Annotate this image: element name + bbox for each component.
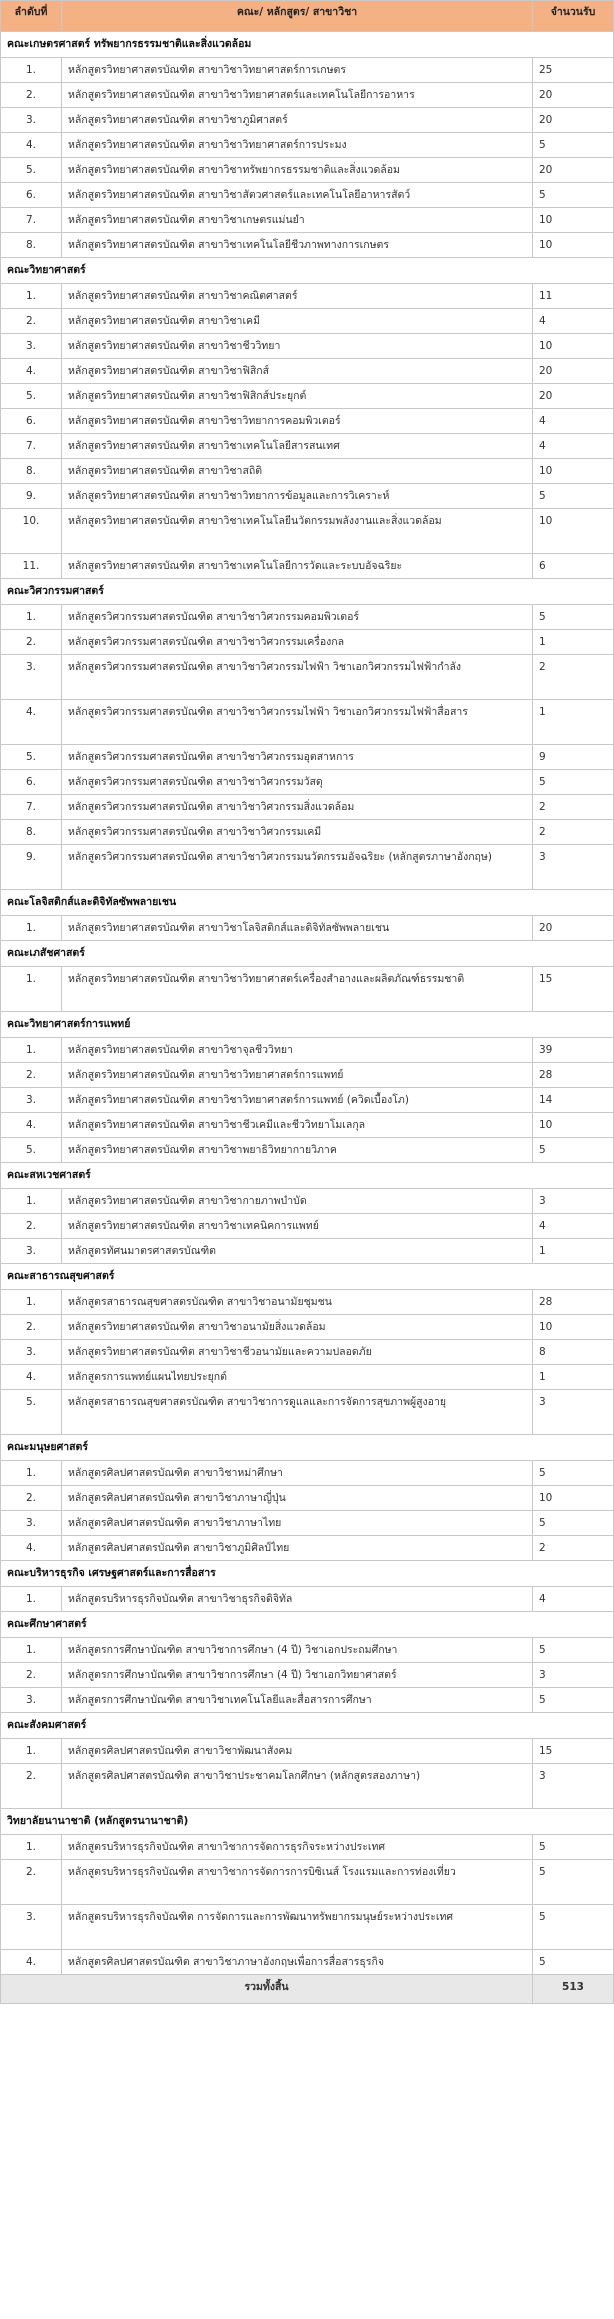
admission-count: 5 [533, 770, 614, 795]
admission-count: 2 [533, 820, 614, 845]
table-row [1, 605, 614, 630]
table-row [1, 1511, 614, 1536]
program-name: หลักสูตรวิทยาศาสตรบัณฑิต สาขาวิชาชีวเคมีและชีววิทยาโมเลกุล [62, 1113, 533, 1138]
row-number: 7. [1, 795, 62, 820]
faculty-row [1, 1264, 614, 1290]
program-name: หลักสูตรวิทยาศาสตรบัณฑิต สาขาวิชาโลจิสติกส์และดิจิทัลซัพพลายเชน [62, 916, 533, 941]
row-number: 2. [1, 1214, 62, 1239]
program-name: หลักสูตรวิศวกรรมศาสตรบัณฑิต สาขาวิชาวิศวกรรมเครื่องกล [62, 630, 533, 655]
faculty-row [1, 941, 614, 967]
program-name: หลักสูตรวิทยาศาสตรบัณฑิต สาขาวิชากายภาพบำบัด [62, 1189, 533, 1214]
row-number: 3. [1, 655, 62, 700]
admission-count: 20 [533, 916, 614, 941]
admission-count: 14 [533, 1088, 614, 1113]
table-row [1, 845, 614, 890]
row-number: 1. [1, 1835, 62, 1860]
admission-count: 3 [533, 1764, 614, 1809]
admission-count: 10 [533, 1113, 614, 1138]
admission-count: 10 [533, 1315, 614, 1340]
admission-count: 10 [533, 233, 614, 258]
admission-count: 5 [533, 1638, 614, 1663]
row-number: 8. [1, 820, 62, 845]
table-row [1, 1290, 614, 1315]
admission-count: 5 [533, 605, 614, 630]
program-name: หลักสูตรวิทยาศาสตรบัณฑิต สาขาวิชาชีวอนามัยและความปลอดภัย [62, 1340, 533, 1365]
admission-count: 3 [533, 1390, 614, 1435]
faculty-row [1, 1163, 614, 1189]
row-number: 1. [1, 916, 62, 941]
row-number: 3. [1, 1511, 62, 1536]
program-name: หลักสูตรวิทยาศาสตรบัณฑิต สาขาวิชาวิทยาศาสตร์เครื่องสำอางและผลิตภัณฑ์ธรรมชาติ [62, 967, 533, 1012]
row-number: 8. [1, 233, 62, 258]
program-name: หลักสูตรวิทยาศาสตรบัณฑิต สาขาวิชาเทคนิคการแพทย์ [62, 1214, 533, 1239]
program-name: หลักสูตรวิทยาศาสตรบัณฑิต สาขาวิชาวิทยาศาสตร์การแพทย์ [62, 1063, 533, 1088]
row-number: 1. [1, 967, 62, 1012]
program-name: หลักสูตรศิลปศาสตรบัณฑิต สาขาวิชาภาษาไทย [62, 1511, 533, 1536]
row-number: 6. [1, 183, 62, 208]
table-row [1, 1739, 614, 1764]
row-number: 1. [1, 1189, 62, 1214]
program-name: หลักสูตรวิทยาศาสตรบัณฑิต สาขาวิชาเทคโนโลยีการวัดและระบบอัจฉริยะ [62, 554, 533, 579]
table-row [1, 1835, 614, 1860]
program-name: หลักสูตรวิศวกรรมศาสตรบัณฑิต สาขาวิชาวิศวกรรมไฟฟ้า วิชาเอกวิศวกรรมไฟฟ้ากำลัง [62, 655, 533, 700]
row-number: 1. [1, 1587, 62, 1612]
program-name: หลักสูตรวิทยาศาสตรบัณฑิต สาขาวิชาจุลชีววิทยา [62, 1038, 533, 1063]
row-number: 1. [1, 58, 62, 83]
row-number: 2. [1, 1486, 62, 1511]
admission-count: 1 [533, 630, 614, 655]
row-number: 5. [1, 745, 62, 770]
program-name: หลักสูตรบริหารธุรกิจบัณฑิต สาขาวิชาธุรกิจดิจิทัล [62, 1587, 533, 1612]
row-number: 3. [1, 1239, 62, 1264]
faculty-name: คณะสาธารณสุขศาสตร์ [1, 1264, 614, 1290]
row-number: 9. [1, 845, 62, 890]
row-number: 3. [1, 1905, 62, 1950]
admission-count: 3 [533, 845, 614, 890]
table-row [1, 83, 614, 108]
table-row [1, 359, 614, 384]
program-name: หลักสูตรการแพทย์แผนไทยประยุกต์ [62, 1365, 533, 1390]
row-number: 7. [1, 208, 62, 233]
table-row [1, 233, 614, 258]
row-number: 10. [1, 509, 62, 554]
admission-count: 5 [533, 1461, 614, 1486]
row-number: 2. [1, 1315, 62, 1340]
admission-count: 1 [533, 700, 614, 745]
table-row [1, 1088, 614, 1113]
program-name: หลักสูตรวิทยาศาสตรบัณฑิต สาขาวิชาสถิติ [62, 459, 533, 484]
program-name: หลักสูตรศิลปศาสตรบัณฑิต สาขาวิชาภาษาอังกฤษเพื่อการสื่อสารธุรกิจ [62, 1950, 533, 1975]
admission-count: 10 [533, 459, 614, 484]
program-name: หลักสูตรวิทยาศาสตรบัณฑิต สาขาวิชาเกษตรแม่นยำ [62, 208, 533, 233]
admission-count: 2 [533, 795, 614, 820]
table-row [1, 1663, 614, 1688]
faculty-row [1, 32, 614, 58]
row-number: 6. [1, 409, 62, 434]
table-row [1, 554, 614, 579]
program-name: หลักสูตรวิทยาศาสตรบัณฑิต สาขาวิชาวิทยาศาสตร์การแพทย์ (ควิดเบื้องโภ) [62, 1088, 533, 1113]
faculty-row [1, 1561, 614, 1587]
faculty-name: คณะเภสัชศาสตร์ [1, 941, 614, 967]
row-number: 4. [1, 1365, 62, 1390]
admission-count: 1 [533, 1239, 614, 1264]
faculty-name: คณะวิทยาศาสตร์การแพทย์ [1, 1012, 614, 1038]
admission-count: 20 [533, 384, 614, 409]
table-row [1, 334, 614, 359]
admission-count: 9 [533, 745, 614, 770]
program-name: หลักสูตรวิทยาศาสตรบัณฑิต สาขาวิชาฟิสิกส์ประยุกต์ [62, 384, 533, 409]
faculty-name: คณะโลจิสติกส์และดิจิทัลซัพพลายเชน [1, 890, 614, 916]
admission-count: 5 [533, 1835, 614, 1860]
admission-count: 3 [533, 1189, 614, 1214]
program-name: หลักสูตรวิทยาศาสตรบัณฑิต สาขาวิชาคณิตศาสตร์ [62, 284, 533, 309]
table-row [1, 1950, 614, 1975]
program-name: หลักสูตรวิทยาศาสตรบัณฑิต สาขาวิชาวิทยาการคอมพิวเตอร์ [62, 409, 533, 434]
row-number: 2. [1, 630, 62, 655]
admission-count: 5 [533, 1860, 614, 1905]
program-name: หลักสูตรวิศวกรรมศาสตรบัณฑิต สาขาวิชาวิศวกรรมวัสดุ [62, 770, 533, 795]
row-number: 9. [1, 484, 62, 509]
table-row [1, 967, 614, 1012]
table-row [1, 655, 614, 700]
row-number: 4. [1, 133, 62, 158]
table-row [1, 770, 614, 795]
faculty-row [1, 579, 614, 605]
admission-count: 15 [533, 1739, 614, 1764]
faculty-name: คณะศึกษาศาสตร์ [1, 1612, 614, 1638]
program-name: หลักสูตรวิทยาศาสตรบัณฑิต สาขาวิชาภูมิศาสตร์ [62, 108, 533, 133]
admission-count: 4 [533, 1587, 614, 1612]
table-row [1, 1063, 614, 1088]
admission-count: 4 [533, 409, 614, 434]
program-name: หลักสูตรวิทยาศาสตรบัณฑิต สาขาวิชาเทคโนโลยีนวัตกรรมพลังงานและสิ่งแวดล้อม [62, 509, 533, 554]
table-row [1, 158, 614, 183]
table-row [1, 484, 614, 509]
table-row [1, 1214, 614, 1239]
table-row [1, 1038, 614, 1063]
program-name: หลักสูตรวิทยาศาสตรบัณฑิต สาขาวิชาเคมี [62, 309, 533, 334]
program-name: หลักสูตรวิทยาศาสตรบัณฑิต สาขาวิชาสัตวศาสตร์และเทคโนโลยีอาหารสัตว์ [62, 183, 533, 208]
program-name: หลักสูตรวิทยาศาสตรบัณฑิต สาขาวิชาวิทยาการข้อมูลและการวิเคราะห์ [62, 484, 533, 509]
row-number: 4. [1, 1113, 62, 1138]
table-row [1, 58, 614, 83]
row-number: 5. [1, 1390, 62, 1435]
row-number: 2. [1, 83, 62, 108]
program-name: หลักสูตรบริหารธุรกิจบัณฑิต สาขาวิชาการจัดการการบิซิเนส์ โรงแรมและการท่องเที่ยว [62, 1860, 533, 1905]
table-row [1, 1189, 614, 1214]
program-name: หลักสูตรบริหารธุรกิจบัณฑิต การจัดการและการพัฒนาทรัพยากรมนุษย์ระหว่างประเทศ [62, 1905, 533, 1950]
faculty-name: วิทยาลัยนานาชาติ (หลักสูตรนานาชาติ) [1, 1809, 614, 1835]
faculty-row [1, 258, 614, 284]
row-number: 1. [1, 284, 62, 309]
program-name: หลักสูตรวิทยาศาสตรบัณฑิต สาขาวิชาพยาธิวิทยากายวิภาค [62, 1138, 533, 1163]
admission-count: 4 [533, 1214, 614, 1239]
faculty-row [1, 1012, 614, 1038]
row-number: 2. [1, 309, 62, 334]
row-number: 2. [1, 1764, 62, 1809]
table-row [1, 1860, 614, 1905]
admission-count: 28 [533, 1290, 614, 1315]
table-row [1, 1461, 614, 1486]
admission-count: 2 [533, 655, 614, 700]
faculty-name: คณะเกษตรศาสตร์ ทรัพยากรธรรมชาติและสิ่งแวดล้อม [1, 32, 614, 58]
header-row [1, 1, 614, 32]
table-row [1, 1365, 614, 1390]
table-row [1, 1486, 614, 1511]
row-number: 1. [1, 605, 62, 630]
header-count: จำนวนรับ [533, 1, 614, 32]
faculty-row [1, 1809, 614, 1835]
table-row [1, 208, 614, 233]
program-name: หลักสูตรศิลปศาสตรบัณฑิต สาขาวิชาภาษาญี่ปุ่น [62, 1486, 533, 1511]
admission-count: 10 [533, 1486, 614, 1511]
program-name: หลักสูตรทัศนมาตรศาสตรบัณฑิต [62, 1239, 533, 1264]
program-name: หลักสูตรวิทยาศาสตรบัณฑิต สาขาวิชาทรัพยากรธรรมชาติและสิ่งแวดล้อม [62, 158, 533, 183]
faculty-name: คณะบริหารธุรกิจ เศรษฐศาสตร์และการสื่อสาร [1, 1561, 614, 1587]
program-name: หลักสูตรศิลปศาสตรบัณฑิต สาขาวิชาหม่าศึกษา [62, 1461, 533, 1486]
program-name: หลักสูตรวิทยาศาสตรบัณฑิต สาขาวิชาอนามัยสิ่งแวดล้อม [62, 1315, 533, 1340]
table-row [1, 284, 614, 309]
program-name: หลักสูตรวิศวกรรมศาสตรบัณฑิต สาขาวิชาวิศวกรรมคอมพิวเตอร์ [62, 605, 533, 630]
row-number: 4. [1, 1536, 62, 1561]
table-row [1, 795, 614, 820]
table-row [1, 1587, 614, 1612]
table-row [1, 108, 614, 133]
program-name: หลักสูตรการศึกษาบัณฑิต สาขาวิชาการศึกษา (4 ปี) วิชาเอกวิทยาศาสตร์ [62, 1663, 533, 1688]
row-number: 11. [1, 554, 62, 579]
program-name: หลักสูตรศิลปศาสตรบัณฑิต สาขาวิชาภูมิศิลป์ไทย [62, 1536, 533, 1561]
program-name: หลักสูตรวิทยาศาสตรบัณฑิต สาขาวิชาฟิสิกส์ [62, 359, 533, 384]
row-number: 5. [1, 384, 62, 409]
program-name: หลักสูตรศิลปศาสตรบัณฑิต สาขาวิชาพัฒนาสังคม [62, 1739, 533, 1764]
admission-count: 20 [533, 158, 614, 183]
table-row [1, 820, 614, 845]
faculty-name: คณะมนุษยศาสตร์ [1, 1435, 614, 1461]
row-number: 1. [1, 1638, 62, 1663]
faculty-name: คณะสังคมศาสตร์ [1, 1713, 614, 1739]
header-order: ลำดับที่ [1, 1, 62, 32]
admission-count: 10 [533, 334, 614, 359]
admission-count: 5 [533, 1905, 614, 1950]
program-name: หลักสูตรวิทยาศาสตรบัณฑิต สาขาวิชาชีววิทยา [62, 334, 533, 359]
table-row [1, 1764, 614, 1809]
admission-count: 20 [533, 108, 614, 133]
table-row [1, 183, 614, 208]
admission-count: 20 [533, 359, 614, 384]
admission-count: 20 [533, 83, 614, 108]
table-row [1, 133, 614, 158]
admission-count: 5 [533, 1688, 614, 1713]
table-row [1, 1138, 614, 1163]
admission-count: 39 [533, 1038, 614, 1063]
table-row [1, 630, 614, 655]
row-number: 5. [1, 158, 62, 183]
admission-count: 5 [533, 1138, 614, 1163]
faculty-row [1, 1612, 614, 1638]
table-row [1, 700, 614, 745]
admission-count: 10 [533, 208, 614, 233]
row-number: 3. [1, 108, 62, 133]
admission-count: 1 [533, 1365, 614, 1390]
row-number: 1. [1, 1461, 62, 1486]
row-number: 3. [1, 1340, 62, 1365]
admission-count: 5 [533, 1511, 614, 1536]
table-row [1, 509, 614, 554]
table-row [1, 384, 614, 409]
row-number: 1. [1, 1739, 62, 1764]
header-program: คณะ/ หลักสูตร/ สาขาวิชา [62, 1, 533, 32]
program-name: หลักสูตรวิทยาศาสตรบัณฑิต สาขาวิชาวิทยาศาสตร์การประมง [62, 133, 533, 158]
row-number: 8. [1, 459, 62, 484]
faculty-row [1, 1435, 614, 1461]
table-row [1, 745, 614, 770]
program-name: หลักสูตรวิศวกรรมศาสตรบัณฑิต สาขาวิชาวิศวกรรมนวัตกรรมอัจฉริยะ (หลักสูตรภาษาอังกฤษ) [62, 845, 533, 890]
row-number: 2. [1, 1663, 62, 1688]
admission-count: 5 [533, 133, 614, 158]
row-number: 3. [1, 1688, 62, 1713]
faculty-row [1, 890, 614, 916]
table-row [1, 459, 614, 484]
row-number: 4. [1, 359, 62, 384]
program-name: หลักสูตรวิทยาศาสตรบัณฑิต สาขาวิชาวิทยาศาสตร์การเกษตร [62, 58, 533, 83]
table-row [1, 1315, 614, 1340]
table-row [1, 309, 614, 334]
faculty-name: คณะวิทยาศาสตร์ [1, 258, 614, 284]
admission-count: 5 [533, 183, 614, 208]
row-number: 3. [1, 334, 62, 359]
admission-count: 2 [533, 1536, 614, 1561]
program-name: หลักสูตรบริหารธุรกิจบัณฑิต สาขาวิชาการจัดการธุรกิจระหว่างประเทศ [62, 1835, 533, 1860]
program-name: หลักสูตรการศึกษาบัณฑิต สาขาวิชาการศึกษา (4 ปี) วิชาเอกประถมศึกษา [62, 1638, 533, 1663]
total-value: 513 [533, 1975, 614, 2004]
faculty-name: คณะสหเวชศาสตร์ [1, 1163, 614, 1189]
admission-count: 5 [533, 484, 614, 509]
admission-count: 5 [533, 1950, 614, 1975]
admission-count: 15 [533, 967, 614, 1012]
table-row [1, 1340, 614, 1365]
row-number: 1. [1, 1038, 62, 1063]
table-row [1, 1905, 614, 1950]
row-number: 5. [1, 1138, 62, 1163]
program-name: หลักสูตรศิลปศาสตรบัณฑิต สาขาวิชาประชาคมโลกศึกษา (หลักสูตรสองภาษา) [62, 1764, 533, 1809]
admission-count: 4 [533, 434, 614, 459]
table-row [1, 1688, 614, 1713]
row-number: 6. [1, 770, 62, 795]
program-name: หลักสูตรวิทยาศาสตรบัณฑิต สาขาวิชาเทคโนโลยีชีวภาพทางการเกษตร [62, 233, 533, 258]
table-row [1, 434, 614, 459]
table-row [1, 1536, 614, 1561]
faculty-name: คณะวิศวกรรมศาสตร์ [1, 579, 614, 605]
table-row [1, 1113, 614, 1138]
admission-count: 11 [533, 284, 614, 309]
row-number: 3. [1, 1088, 62, 1113]
row-number: 1. [1, 1290, 62, 1315]
admission-count: 6 [533, 554, 614, 579]
program-name: หลักสูตรวิศวกรรมศาสตรบัณฑิต สาขาวิชาวิศวกรรมไฟฟ้า วิชาเอกวิศวกรรมไฟฟ้าสื่อสาร [62, 700, 533, 745]
program-name: หลักสูตรวิทยาศาสตรบัณฑิต สาขาวิชาเทคโนโลยีสารสนเทศ [62, 434, 533, 459]
program-name: หลักสูตรวิศวกรรมศาสตรบัณฑิต สาขาวิชาวิศวกรรมอุตสาหการ [62, 745, 533, 770]
table-row [1, 916, 614, 941]
row-number: 4. [1, 700, 62, 745]
admission-count: 28 [533, 1063, 614, 1088]
faculty-row [1, 1713, 614, 1739]
table-row [1, 409, 614, 434]
admission-count: 3 [533, 1663, 614, 1688]
row-number: 2. [1, 1063, 62, 1088]
admission-count: 4 [533, 309, 614, 334]
total-row [1, 1975, 614, 2004]
row-number: 4. [1, 1950, 62, 1975]
program-name: หลักสูตรวิศวกรรมศาสตรบัณฑิต สาขาวิชาวิศวกรรมสิ่งแวดล้อม [62, 795, 533, 820]
program-name: หลักสูตรวิศวกรรมศาสตรบัณฑิต สาขาวิชาวิศวกรรมเคมี [62, 820, 533, 845]
admission-count: 10 [533, 509, 614, 554]
admission-count: 8 [533, 1340, 614, 1365]
program-name: หลักสูตรสาธารณสุขศาสตรบัณฑิต สาขาวิชาอนามัยชุมชน [62, 1290, 533, 1315]
program-name: หลักสูตรการศึกษาบัณฑิต สาขาวิชาเทคโนโลยีและสื่อสารการศึกษา [62, 1688, 533, 1713]
table-row [1, 1390, 614, 1435]
row-number: 7. [1, 434, 62, 459]
row-number: 2. [1, 1860, 62, 1905]
total-label: รวมทั้งสิ้น [1, 1975, 533, 2004]
table-row [1, 1239, 614, 1264]
table-body [1, 32, 614, 1975]
program-name: หลักสูตรสาธารณสุขศาสตรบัณฑิต สาขาวิชาการดูแลและการจัดการสุขภาพผู้สูงอายุ [62, 1390, 533, 1435]
admission-count: 25 [533, 58, 614, 83]
table-row [1, 1638, 614, 1663]
program-name: หลักสูตรวิทยาศาสตรบัณฑิต สาขาวิชาวิทยาศาสตร์และเทคโนโลยีการอาหาร [62, 83, 533, 108]
